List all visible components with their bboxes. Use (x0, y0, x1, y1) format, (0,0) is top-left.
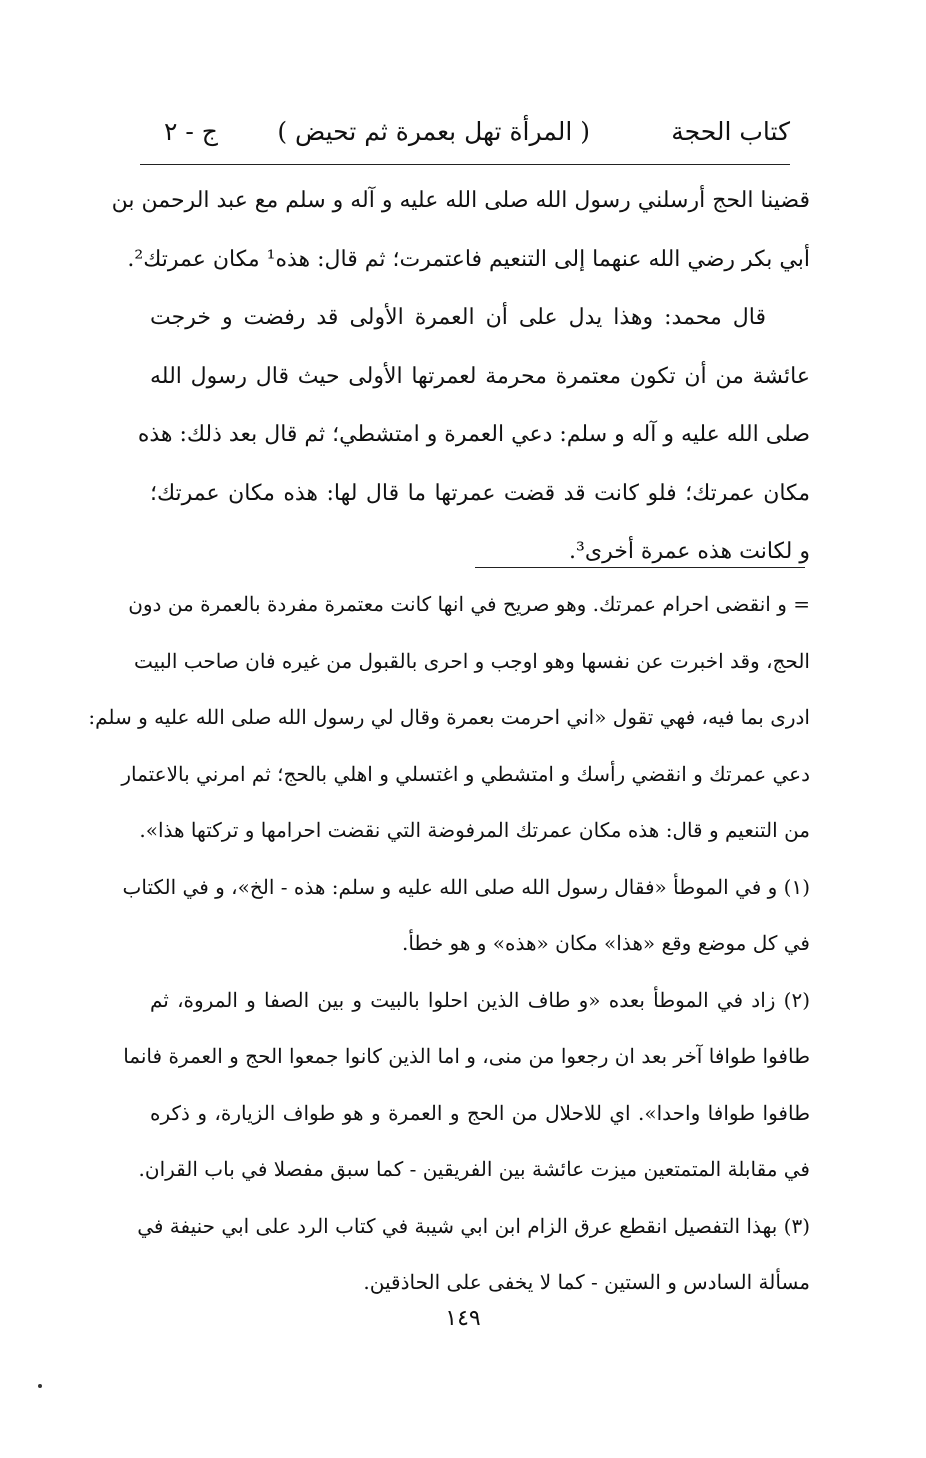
footnote-line: (٣) بهذا التفصيل انقطع عرق الزام ابن ابي شيبة في كتاب الرد على ابي حنيفة في (137, 1213, 810, 1238)
main-line: صلى الله عليه و آله و سلم: دعي العمرة و امتشطي؛ ثم قال بعد ذلك: هذه (137, 422, 810, 447)
header-topic: ( المرأة تهل بعمرة ثم تحيض ) (277, 117, 590, 146)
main-text (111, 172, 810, 582)
footnote-line: في كل موضع وقع «هذا» مكان «هذه» و هو خطأ. (401, 931, 810, 955)
footnote-line: (٢) زاد في الموطأ بعده «و طاف الذين احلوا بالبيت و بين الصفا و المروة، ثم (150, 987, 810, 1012)
footnote-line: (١) و في الموطأ «فقال رسول الله صلى الله عليه و سلم: هذه - الخ»، و في الكتاب (122, 874, 810, 899)
footnote-line: طافوا طوافا واحدا». اي للاحلال من الحج و العمرة و هو طواف الزيارة، و ذكره (150, 1100, 810, 1125)
main-line: أبي بكر رضي الله عنهما إلى التنعيم فاعتمرت؛ ثم قال: هذه¹ مكان عمرتك². (127, 246, 810, 272)
footnote-line: الحج، وقد اخبرت عن نفسها وهو اوجب و احرى بالقبول من غيره فان صاحب البيت (134, 648, 810, 673)
running-header (140, 112, 790, 156)
footnote-line: من التنعيم و قال: هذه مكان عمرتك المرفوضة التي نقضت احرامها و تركتها هذا». (139, 818, 810, 842)
footnotes (88, 576, 810, 1311)
main-line: قال محمد: وهذا يدل على أن العمرة الأولى قد رفضت و خرجت (150, 305, 766, 330)
header-part-number: ج - ٢ (164, 117, 218, 146)
scan-speck (38, 1384, 42, 1388)
footnote-separator (475, 567, 805, 568)
footnote-line: في مقابلة المتمتعين ميزت عائشة بين الفريقين - كما سبق مفصلا في باب القران. (138, 1157, 810, 1181)
footnote-line: ادرى بما فيه، فهي تقول «اني احرمت بعمرة وقال لي رسول الله صلى الله عليه و سلم: (88, 705, 810, 729)
main-line: و لكانت هذه عمرة أخرى³. (569, 539, 810, 564)
page-number: ١٤٩ (445, 1306, 481, 1331)
footnote-line: مسألة السادس و الستين - كما لا يخفى على الحاذقين. (363, 1270, 810, 1294)
footnote-line: طافوا طوافا آخر بعد ان رجعوا من منى، و اما الذين كانوا جمعوا الحج و العمرة فانما (123, 1044, 810, 1068)
header-book-title: كتاب الحجة (671, 117, 790, 146)
footnote-line: دعي عمرتك و انقضي رأسك و امتشطي و اغتسلي و اهلي بالحج؛ ثم امرني بالاعتمار (121, 761, 810, 786)
main-line: مكان عمرتك؛ فلو كانت قد قضت عمرتها ما قال لها: هذه مكان عمرتك؛ (150, 480, 810, 506)
main-line: قضينا الحج أرسلني رسول الله صلى الله عليه و آله و سلم مع عبد الرحمن بن (111, 188, 810, 213)
header-rule (140, 164, 790, 165)
main-line: عائشة من أن تكون معتمرة محرمة لعمرتها الأولى حيث قال رسول الله (150, 363, 810, 389)
footnote-line: = و انقضى احرام عمرتك. وهو صريح في انها كانت معتمرة مفردة بالعمرة من دون (128, 592, 810, 616)
